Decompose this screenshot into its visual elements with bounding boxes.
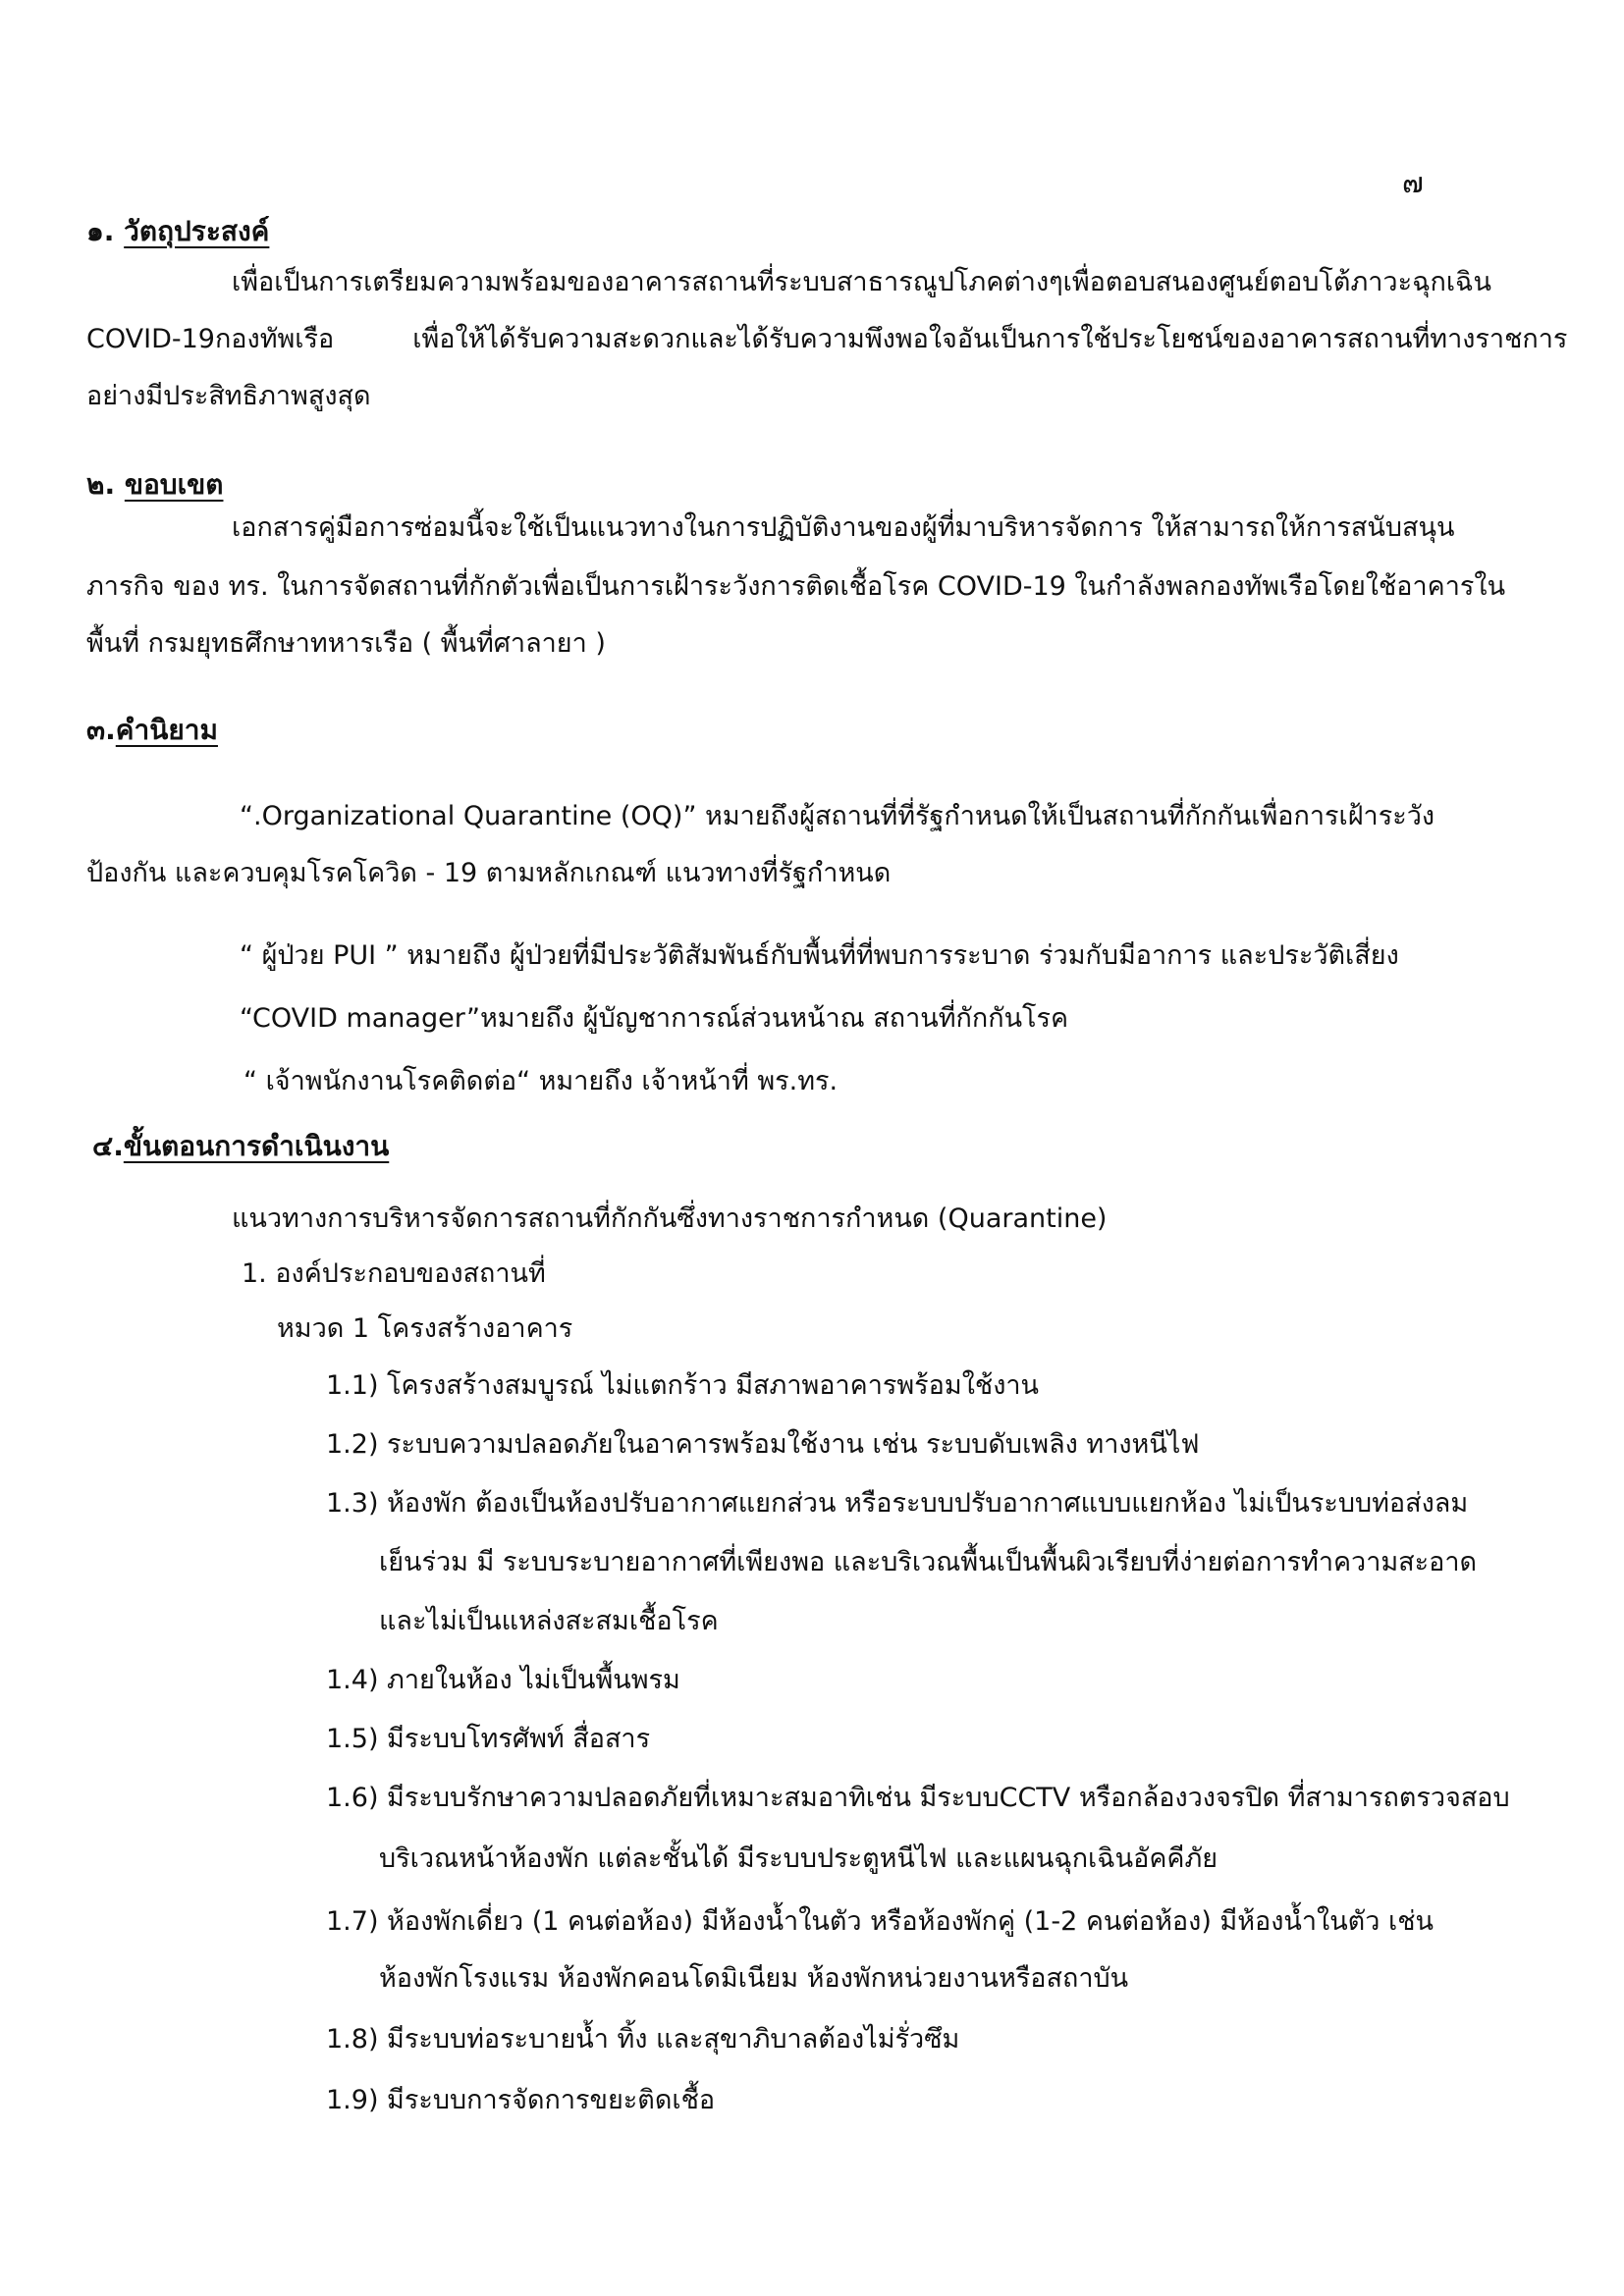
item-1-3-continued-1: เย็นร่วม มี ระบบระบายอากาศที่เพียงพอ และบริเวณพื้นเป็นพื้นผิวเรียบที่ง่ายต่อการทำความสะอาด (379, 1547, 1478, 1577)
section-4-title: ขั้นตอนการดำเนินงาน (123, 1130, 390, 1162)
section-4-heading (92, 1125, 389, 1168)
section-1-line-1: เพื่อเป็นการเตรียมความพร้อมของอาคารสถานที่ระบบสาธารณูปโภคต่างๆเพื่อตอบสนองศูนย์ตอบโต้ภาวะฉุกเฉิน (232, 267, 1491, 297)
procedure-intro: แนวทางการบริหารจัดการสถานที่กักกันซึ่งทางราชการกำหนด (Quarantine) (232, 1203, 1108, 1234)
procedure-item-1: 1. องค์ประกอบของสถานที่ (242, 1258, 546, 1289)
section-1-line-2a: COVID-19กองทัพเรือ (86, 324, 335, 354)
item-1-7-continued: ห้องพักโรงแรม ห้องพักคอนโดมิเนียม ห้องพักหน่วยงานหรือสถาบัน (379, 1963, 1129, 1994)
item-1-3: 1.3) ห้องพัก ต้องเป็นห้องปรับอากาศแยกส่วน หรือระบบปรับอากาศแบบแยกห้อง ไม่เป็นระบบท่อส่งลม (326, 1488, 1469, 1519)
section-1-line-3: อย่างมีประสิทธิภาพสูงสุด (86, 381, 371, 411)
item-1-3-continued-2: และไม่เป็นแหล่งสะสมเชื้อโรค (379, 1606, 719, 1636)
item-1-6: 1.6) มีระบบรักษาความปลอดภัยที่เหมาะสมอาทิเช่น มีระบบCCTV หรือกล้องวงจรปิด ที่สามารถตรวจสอบ (326, 1783, 1510, 1813)
definition-disease-officer: “ เจ้าพนักงานโรคติดต่อ“ หมายถึง เจ้าหน้าที่ พร.ทร. (244, 1066, 839, 1096)
section-2-line-3: พื้นที่ กรมยุทธศึกษาทหารเรือ ( พื้นที่ศาลายา ) (86, 628, 606, 659)
page-number: ๗ (1402, 166, 1424, 199)
item-1-2: 1.2) ระบบความปลอดภัยในอาคารพร้อมใช้งาน เช่น ระบบดับเพลิง ทางหนีไฟ (326, 1429, 1200, 1460)
definition-pui: “ ผู้ป่วย PUI ” หมายถึง ผู้ป่วยที่มีประวัติสัมพันธ์กับพื้นที่ที่พบการระบาด ร่วมกับมีอาการ และประวัติเสี่ยง (240, 940, 1399, 971)
section-2-line-2: ภารกิจ ของ ทร. ในการจัดสถานที่กักตัวเพื่อเป็นการเฝ้าระวังการติดเชื้อโรค COVID-19 ในกำลังพลกองทัพเรือโดยใช้อาคารใน (86, 571, 1506, 602)
definition-covid-manager: “COVID manager”หมายถึง ผู้บัญชาการณ์ส่วนหน้าณ สถานที่กักกันโรค (240, 1003, 1069, 1034)
section-2-heading (86, 463, 223, 507)
definition-oq: “.Organizational Quarantine (OQ)” หมายถึงผู้สถานที่ที่รัฐกำหนดให้เป็นสถานที่กักกันเพื่อการเฝ้าระวัง (240, 801, 1435, 831)
section-2-line-1: เอกสารคู่มือการซ่อมนี้จะใช้เป็นแนวทางในการปฏิบัติงานของผู้ที่มาบริหารจัดการ ให้สามารถให้การสนับสนุน (232, 512, 1455, 543)
item-1-8: 1.8) มีระบบท่อระบายน้ำ ทิ้ง และสุขาภิบาลต้องไม่รั่วซึม (326, 2024, 960, 2055)
item-1-5: 1.5) มีระบบโทรศัพท์ สื่อสาร (326, 1724, 651, 1754)
item-1-7: 1.7) ห้องพักเดี่ยว (1 คนต่อห้อง) มีห้องน้ำในตัว หรือห้องพักคู่ (1-2 คนต่อห้อง) มีห้องน้ำในตัว เช่น (326, 1906, 1434, 1937)
section-1-title: วัตถุประสงค์ (124, 215, 270, 247)
definition-oq-continued: ป้องกัน และควบคุมโรคโควิด - 19 ตามหลักเกณฑ์ แนวทางที่รัฐกำหนด (86, 858, 892, 888)
section-1-number: ๑. (86, 215, 115, 247)
section-1-heading (86, 210, 269, 253)
item-1-9: 1.9) มีระบบการจัดการขยะติดเชื้อ (326, 2085, 716, 2115)
section-2-number: ๒. (86, 468, 116, 501)
section-3-title: คำนิยาม (115, 714, 218, 746)
section-2-title: ขอบเขต (124, 468, 224, 501)
section-4-number: ๔. (92, 1130, 124, 1162)
item-1-1: 1.1) โครงสร้างสมบูรณ์ ไม่แตกร้าว มีสภาพอาคารพร้อมใช้งาน (326, 1370, 1040, 1401)
section-1-line-2b: เพื่อให้ได้รับความสะดวกและได้รับความพึงพอใจอันเป็นการใช้ประโยชน์ของอาคารสถานที่ทางราชการ (412, 324, 1568, 354)
section-3-number: ๓. (86, 714, 116, 746)
section-3-heading (86, 709, 218, 752)
item-1-6-continued: บริเวณหน้าห้องพัก แต่ละชั้นได้ มีระบบประตูหนีไฟ และแผนฉุกเฉินอัคคีภัย (379, 1843, 1218, 1874)
item-1-4: 1.4) ภายในห้อง ไม่เป็นพื้นพรม (326, 1665, 680, 1695)
category-1-heading: หมวด 1 โครงสร้างอาคาร (277, 1313, 573, 1344)
section-1-line-2 (86, 318, 1567, 361)
